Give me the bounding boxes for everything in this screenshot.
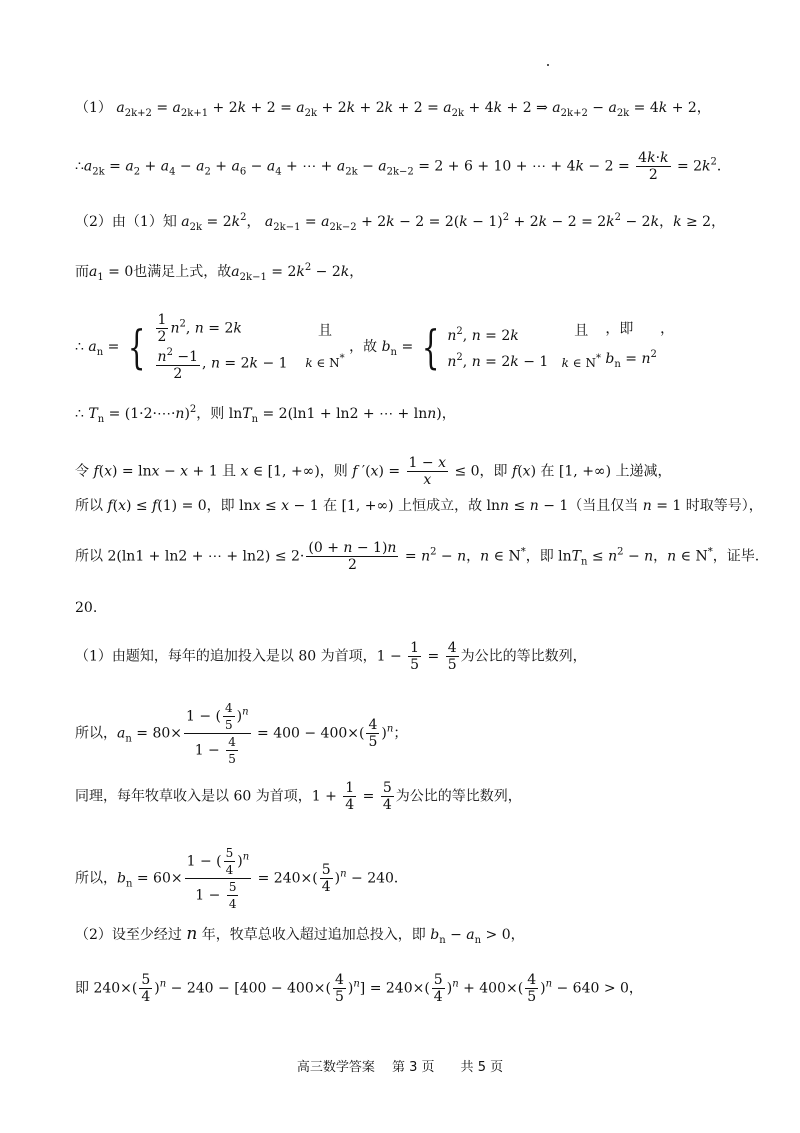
part19-2-intro: （2）由（1）知	[75, 214, 177, 230]
part19-1-label: （1）	[75, 100, 112, 116]
text-comma: ，	[660, 321, 675, 337]
text-so: ，故	[349, 339, 378, 355]
q20-number: 20.	[75, 600, 98, 616]
part19-cases: ∴ $a_n$ = { $\frac{1}{2}$ $n^2$, n = 2k $\frac{n^2 -1}{2}$ , n = 2k − 1 且 k ∈ N* ，故 $b_n$ = { $n^2$, n = 2k $n^2$, n = 2k − 1 且 k ∈ N* ，即 ， $b_n = n^2$	[75, 312, 675, 382]
part19-T: ∴ $T_n$ = (1·2·⋯·n)$^2$，则 lnT$_n$ = 2(ln1 + ln2 + ⋯ + lnn)，	[75, 404, 456, 425]
q20-same: 同理，每年牧草收入是以 60 为首项，1 + $\frac{1}{4}$ = $\frac{5}{4}$ 为公比的等比数列，	[75, 780, 522, 813]
text-also: 也满足上式，故	[133, 264, 232, 280]
part19-1-sum: $\therefore a_{2k} = a_2 + a_4 - a_2 + a_6 - a_4$ + ⋯ + $a_{2k} - a_{2k-2} = 2 + 6 + 10$ + ⋯ + 4k − 2 = $\frac{4k\cdot k}{2}$ = $2k^2$．	[75, 150, 731, 183]
q20-1: （1）由题知，每年的追加投入是以 80 为首项，1 − $\frac{1}{5}$ = $\frac{4}{5}$ 为公比的等比数列，	[75, 640, 587, 673]
part19-end: 所以 2(ln1 + ln2 + ⋯ + ln2) ≤ 2· $\frac{(0 + n - 1)n}{2}$ = $n^2 - n$，n ∈ N*，即 $\ln T_n \le n^2 - n$，n ∈ N*，证毕.	[75, 540, 760, 573]
speck	[547, 64, 549, 66]
page-footer: 高三数学答案 第 3 页 共 5 页	[296, 1060, 504, 1075]
text-er: 而	[75, 264, 89, 280]
q20-2-eq: 即 240×( $\frac{5}{4}$ )$^n$ − 240 − [400 − 400×( $\frac{4}{5}$ )$^n$] = 240×( $\frac{5}{4}$ )$^n$ + 400×( $\frac{4}{5}$ )$^n$ − 640 > 0，	[75, 972, 643, 1005]
q20-bn: 所以，$b_n = 60\times$ 1 − ( $\frac{5}{4}$ )$^n$ 1 − $\frac{5}{4}$ = 240×( $\frac{5}{4}$ )$^n$ − 240．	[75, 846, 408, 911]
q20-2: （2）设至少经过 n 年，牧草总收入超过追加总投入，即 $b_n - a_n > 0$，	[75, 924, 525, 946]
part19-2-also: 而$a_1 = 0$也满足上式，故$a_{2k-1} = 2k^2 - 2k$，	[75, 262, 364, 283]
text-ie: ，即	[605, 321, 634, 337]
part19-1-line: （1） $a_{2k+2} = a_{2k+1} + 2k + 2 = a_{2k} + 2k + 2k + 2 = a_{2k} + 4k + 2$ ⇒ $a_{2k+2} - a_{2k} = 4k + 2$，	[75, 100, 711, 119]
part19-ineq: 所以 f(x) ≤ f(1) = 0，即 lnx ≤ x − 1 在 [1, +∞) 上恒成立，故 lnn ≤ n − 1（当且仅当 n = 1 时取等号），	[75, 498, 763, 514]
part19-f: 令 f(x) = lnx − x + 1 且 x ∈ [1, +∞)，则 f ′(x) = $\frac{1 - x}{x}$ ≤ 0，即 f(x) 在 [1, +∞) 上递减，	[75, 455, 672, 488]
q20-an: 所以，$a_n = 80\times$ 1 − ( $\frac{4}{5}$ )$^n$ 1 − $\frac{4}{5}$ = 400 − 400×( $\frac{4}{5}$ )$^n$；	[75, 701, 408, 766]
part19-2-line: （2）由（1）知 $a_{2k} = 2k^2$， $a_{2k-1} = a_{2k-2} + 2k - 2 = 2(k - 1)^2 + 2k - 2 = 2k^2 - 2k$，k ≥ 2，	[75, 212, 726, 233]
text-and-2: 且	[574, 323, 589, 339]
text-and-1: 且	[318, 323, 333, 339]
